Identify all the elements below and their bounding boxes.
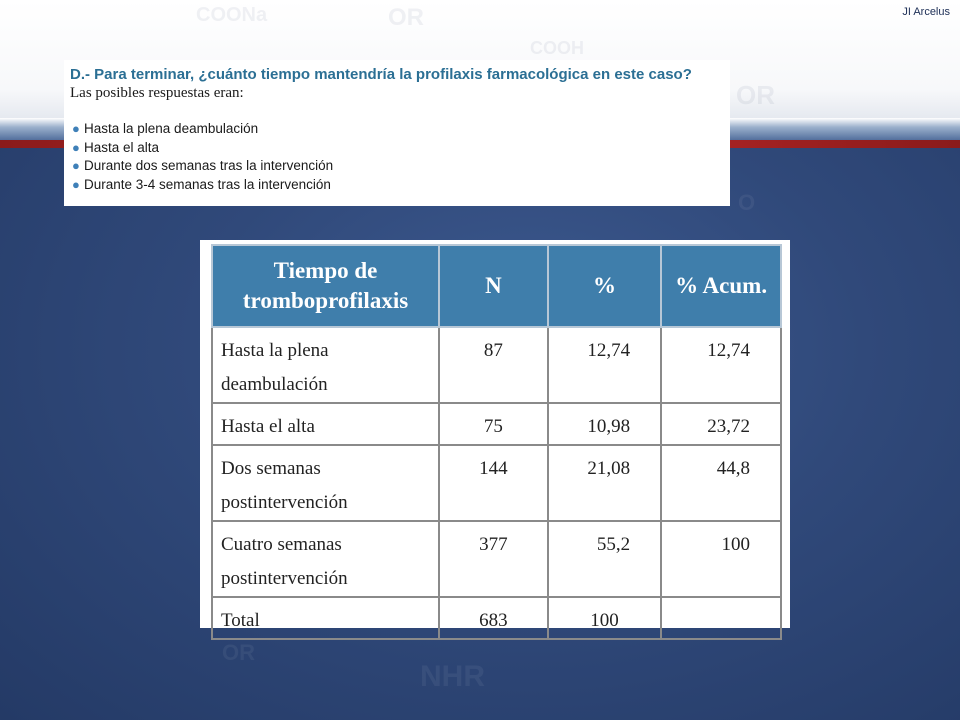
cell-n: 75: [439, 403, 548, 445]
column-header-percent: %: [548, 245, 661, 327]
option-label: Hasta el alta: [84, 139, 160, 155]
question-subtitle: Las posibles respuestas eran:: [70, 85, 244, 101]
cell-n: 144: [439, 445, 548, 521]
results-table: [211, 244, 782, 640]
results-table-panel: [200, 240, 790, 631]
bullet-icon: ●: [72, 121, 80, 136]
bullet-icon: ●: [72, 158, 80, 173]
cell-cumulative: 100: [661, 521, 781, 597]
list-item: [70, 176, 722, 195]
cell-percent: 10,98: [548, 403, 661, 445]
answer-options-list: [70, 120, 722, 194]
list-item: [70, 157, 722, 176]
question-panel: [64, 60, 730, 206]
column-header-time: Tiempo de tromboprofilaxis: [212, 245, 439, 327]
author-label: JI Arcelus: [902, 6, 950, 18]
option-label: Durante dos semanas tras la intervención: [84, 158, 334, 173]
cell-percent: 55,2: [548, 521, 661, 597]
row-label: Hasta el alta: [212, 403, 439, 445]
cell-cumulative: 23,72: [661, 403, 781, 445]
cell-n: 87: [439, 327, 548, 403]
row-label: Hasta la plena deambulación: [212, 327, 439, 403]
cell-percent: 12,74: [548, 327, 661, 403]
question-title: D.- Para terminar, ¿cuánto tiempo mantendría la profilaxis farmacológica en este caso?: [70, 66, 692, 83]
cell-cumulative: 12,74: [661, 327, 781, 403]
row-label: Cuatro semanas postintervención: [212, 521, 439, 597]
list-item: [70, 139, 722, 158]
table-header-row: [212, 245, 781, 327]
list-item: [70, 120, 722, 139]
row-label: Total: [212, 597, 439, 639]
row-label: Dos semanas postintervención: [212, 445, 439, 521]
table-row: [212, 521, 781, 597]
cell-cumulative: 44,8: [661, 445, 781, 521]
cell-cumulative: [661, 597, 781, 639]
bullet-icon: ●: [72, 176, 80, 192]
table-row: [212, 403, 781, 445]
cell-percent: 21,08: [548, 445, 661, 521]
column-header-cumulative: % Acum.: [661, 245, 781, 327]
table-row: [212, 327, 781, 403]
table-row-total: [212, 597, 781, 639]
option-label: Durante 3-4 semanas tras la intervención: [84, 176, 331, 192]
table-row: [212, 445, 781, 521]
option-label: Hasta la plena deambulación: [84, 121, 259, 136]
cell-percent: 100: [548, 597, 661, 639]
cell-n: 377: [439, 521, 548, 597]
cell-n: 683: [439, 597, 548, 639]
bullet-icon: ●: [72, 139, 80, 155]
column-header-n: N: [439, 245, 548, 327]
